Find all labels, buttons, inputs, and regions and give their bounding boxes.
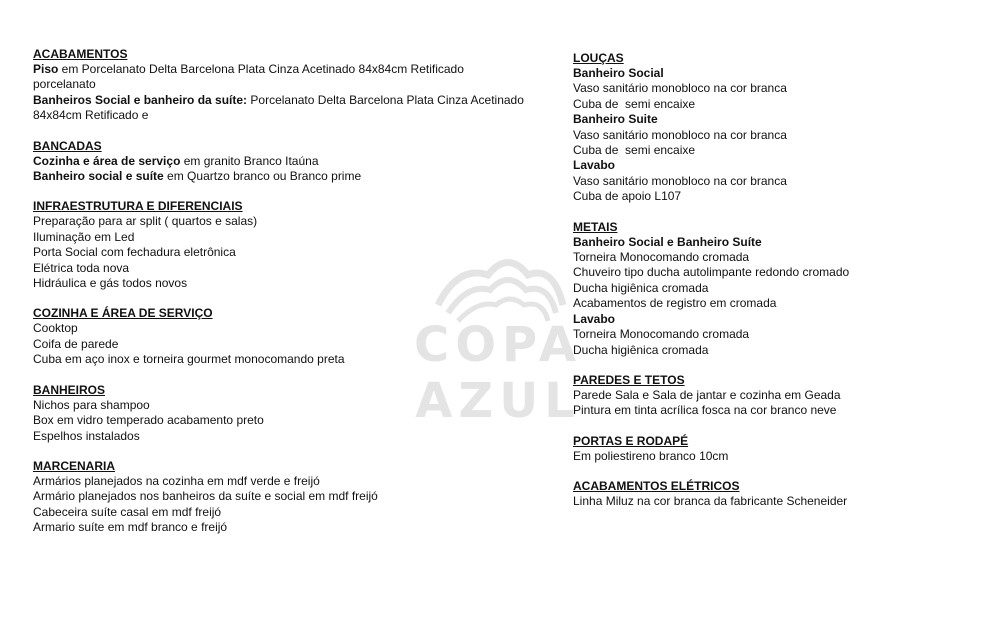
spec-line — [573, 265, 993, 280]
spec-line-bold: Cozinha e área de serviço — [33, 153, 181, 168]
section — [33, 47, 533, 124]
spec-line — [33, 62, 533, 77]
spec-line-text: Torneira Monocomando cromada — [573, 327, 750, 342]
spec-line — [33, 93, 533, 108]
spec-line-bold: Banheiro social e suíte — [33, 169, 164, 184]
spec-line — [33, 505, 533, 520]
spec-line — [33, 321, 533, 336]
spec-line — [573, 97, 993, 112]
spec-line-text: Preparação para ar split ( quartos e salas) — [33, 214, 258, 229]
spec-line-text: Torneira Monocomando cromada — [573, 250, 750, 265]
spec-line-text: Pintura em tinta acrílica fosca na cor branco neve — [573, 403, 837, 418]
spec-line — [33, 77, 533, 92]
spec-line-bold: Banheiro Social — [573, 66, 664, 80]
spec-line-bold: Banheiros Social e banheiro da suíte: — [33, 92, 248, 107]
spec-line — [33, 489, 533, 504]
section — [33, 383, 533, 444]
spec-line — [573, 281, 993, 296]
spec-line-bold: Banheiro Social e Banheiro Suíte — [573, 234, 762, 249]
spec-line — [33, 398, 533, 413]
section — [33, 459, 533, 536]
spec-line-text: Vaso sanitário monobloco na cor branca — [573, 173, 787, 188]
spec-line — [33, 429, 533, 444]
section — [33, 139, 533, 185]
spec-line — [573, 158, 993, 173]
spec-line — [33, 337, 533, 352]
spec-line — [573, 327, 993, 342]
spec-line-text: Porta Social com fechadura eletrônica — [33, 245, 236, 260]
spec-line-text: Chuveiro tipo ducha autolimpante redondo cromado — [573, 265, 850, 280]
spec-line-bold: Lavabo — [573, 158, 616, 173]
section — [573, 373, 993, 419]
section — [573, 479, 993, 509]
section-heading: LOUÇAS — [573, 51, 624, 65]
section-heading: ACABAMENTOS ELÉTRICOS — [573, 479, 740, 494]
spec-line-text: Vaso sanitário monobloco na cor branca — [573, 81, 787, 96]
spec-line — [573, 250, 993, 265]
spec-line — [573, 112, 993, 127]
spec-line — [33, 276, 533, 291]
spec-line-text: Cuba de semi encaixe — [573, 96, 696, 111]
spec-line-text: Linha Miluz na cor branca da fabricante Scheneider — [573, 494, 848, 509]
spec-line-text: em Porcelanato Delta Barcelona Plata Cinza Acetinado 84x84cm Retificado — [58, 62, 464, 76]
spec-line — [573, 235, 993, 250]
spec-line — [573, 388, 993, 403]
spec-line-text: Coifa de parede — [33, 336, 119, 351]
section-heading: COZINHA E ÁREA DE SERVIÇO — [33, 306, 213, 321]
watermark-text: COPA AZUL — [414, 317, 582, 429]
spec-line — [33, 261, 533, 276]
spec-line — [573, 312, 993, 327]
spec-line — [33, 352, 533, 367]
spec-line-text: Nichos para shampoo — [33, 397, 150, 412]
spec-line — [573, 128, 993, 143]
spec-line — [573, 343, 993, 358]
spec-line-bold: Lavabo — [573, 311, 616, 326]
section-heading: PORTAS E RODAPÉ — [573, 433, 689, 448]
spec-line-text: em granito Branco Itaúna — [180, 153, 319, 168]
spec-line — [573, 174, 993, 189]
section-heading: INFRAESTRUTURA E DIFERENCIAIS — [33, 199, 243, 214]
spec-line-text: em Quartzo branco ou Branco prime — [163, 169, 362, 184]
spec-line-text: Porcelanato Delta Barcelona Plata Cinza Acetinado — [247, 92, 524, 107]
spec-line-text: Armario suíte em mdf branco e freijó — [33, 520, 228, 535]
left-column — [33, 47, 533, 551]
section — [573, 220, 993, 358]
section-heading: ACABAMENTOS — [33, 47, 128, 61]
spec-line — [33, 154, 533, 169]
spec-line-bold: Banheiro Suite — [573, 112, 658, 127]
spec-line-text: 84x84cm Retificado e — [33, 108, 149, 123]
section-heading: PAREDES E TETOS — [573, 372, 685, 387]
spec-line — [573, 66, 993, 81]
section-heading: METAIS — [573, 219, 618, 234]
spec-line-text: Vaso sanitário monobloco na cor branca — [573, 127, 787, 142]
spec-line-text: Elétrica toda nova — [33, 260, 130, 275]
spec-line-text: Ducha higiênica cromada — [573, 342, 709, 357]
section-heading: BANHEIROS — [33, 382, 106, 397]
spec-line — [573, 81, 993, 96]
spec-line-text: Parede Sala e Sala de jantar e cozinha em Geada — [573, 387, 841, 402]
section — [573, 434, 993, 464]
spec-line — [33, 520, 533, 535]
spec-line — [573, 143, 993, 158]
section — [33, 306, 533, 367]
section — [33, 199, 533, 291]
spec-line-text: porcelanato — [33, 77, 96, 92]
right-column — [573, 51, 993, 525]
spec-line-text: Armários planejados na cozinha em mdf verde e freijó — [33, 473, 320, 488]
spec-line — [573, 189, 993, 204]
spec-line-text: Cooktop — [33, 321, 78, 336]
spec-line-bold: Piso — [33, 62, 59, 76]
spec-line-text: Acabamentos de registro em cromada — [573, 296, 777, 311]
section — [573, 51, 993, 205]
spec-line — [573, 296, 993, 311]
spec-line-text: Cuba de semi encaixe — [573, 143, 696, 158]
spec-line — [573, 403, 993, 418]
spec-line-text: Ducha higiênica cromada — [573, 280, 709, 295]
spec-line — [573, 449, 993, 464]
spec-line-text: Espelhos instalados — [33, 428, 140, 443]
spec-line — [33, 474, 533, 489]
spec-line-text: Armário planejados nos banheiros da suíte e social em mdf freijó — [33, 489, 378, 504]
spec-line-text: Cuba em aço inox e torneira gourmet monocomando preta — [33, 352, 345, 367]
section-heading: MARCENARIA — [33, 458, 115, 473]
spec-line-text: Iluminação em Led — [33, 229, 135, 244]
spec-line — [33, 413, 533, 428]
spec-line-text: Cabeceira suíte casal em mdf freijó — [33, 504, 222, 519]
section-heading: BANCADAS — [33, 138, 102, 153]
spec-line — [33, 245, 533, 260]
spec-line — [573, 494, 993, 509]
spec-line — [33, 230, 533, 245]
spec-line-text: Cuba de apoio L107 — [573, 189, 682, 204]
spec-line — [33, 169, 533, 184]
spec-line-text: Box em vidro temperado acabamento preto — [33, 413, 264, 428]
spec-line — [33, 214, 533, 229]
spec-line — [33, 108, 533, 123]
spec-line-text: Em poliestireno branco 10cm — [573, 448, 729, 463]
spec-line-text: Hidráulica e gás todos novos — [33, 276, 188, 291]
